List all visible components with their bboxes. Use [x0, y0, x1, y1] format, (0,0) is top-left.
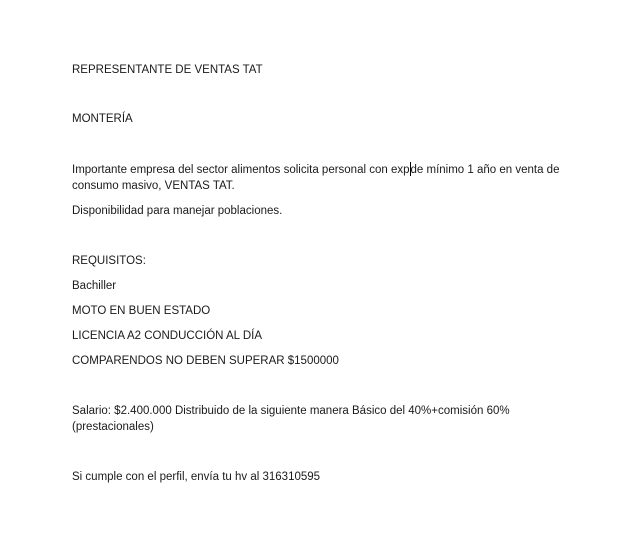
contact-text: Si cumple con el perfil, envía tu hv al 316310595 — [72, 471, 321, 483]
intro-line-1 — [72, 162, 559, 177]
availability-text: Disponibilidad para manejar poblaciones. — [72, 205, 283, 217]
intro-line-1-part-a: Importante empresa del sector alimentos solicita personal con exp — [72, 164, 410, 176]
salary-line-2: (prestacionales) — [72, 421, 154, 433]
intro-line-2: consumo masivo, VENTAS TAT. — [72, 180, 235, 192]
requirement-item: LICENCIA A2 CONDUCCIÓN AL DÍA — [72, 330, 263, 342]
job-title: REPRESENTANTE DE VENTAS TAT — [72, 64, 263, 76]
requirement-item: COMPARENDOS NO DEBEN SUPERAR $1500000 — [72, 355, 339, 367]
intro-line-1-part-b: de mínimo 1 año en venta de — [410, 164, 560, 176]
requirement-item: MOTO EN BUEN ESTADO — [72, 305, 211, 317]
salary-line-1: Salario: $2.400.000 Distribuido de la siguiente manera Básico del 40%+comisión 60% — [72, 405, 510, 417]
requirement-item: Bachiller — [72, 280, 117, 292]
requirements-heading: REQUISITOS: — [72, 255, 146, 267]
job-location: MONTERÍA — [72, 113, 133, 125]
